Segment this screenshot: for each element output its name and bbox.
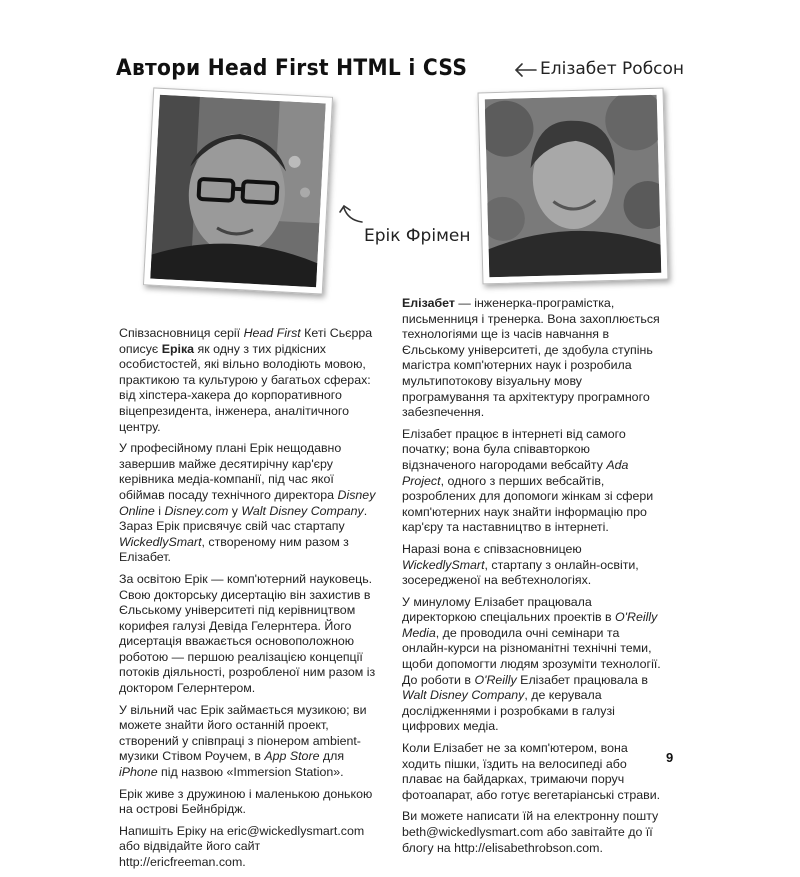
caption-elizabeth: Елізабет Робсон bbox=[540, 59, 685, 79]
right-paragraph-5: Коли Елізабет не за комп'ютером, вона ходить пішки, їздить на велосипеді або плаває на байдарках, тримаючи поруч фотоапарат, або готує вегетаріанські страви. bbox=[402, 741, 661, 802]
right-paragraph-1: Елізабет — інженерка-програмістка, письменниця і тренерка. Вона захоплюється технологіями ще із часів навчання в Єльському університеті, де здобула ступінь магістра комп'ютерних наук і розробила мультипотокову візуальну мову програмування та архітектуру програмного забезпечення. bbox=[402, 296, 660, 420]
left-paragraph-6: Напишіть Еріку на eric@wickedlysmart.com або відвідайте його сайт http://ericfreeman.com. bbox=[119, 823, 365, 869]
arrow-icon-elizabeth bbox=[512, 60, 538, 80]
left-paragraph-5: Ерік живе з дружиною і маленькою донькою на острові Бейнбрідж. bbox=[119, 786, 373, 817]
page-number: 9 bbox=[666, 750, 674, 765]
left-column bbox=[119, 326, 381, 877]
photo-elizabeth bbox=[478, 88, 669, 285]
left-paragraph-1: Співзасновниця серії Head First Кеті Сьєрра описує Еріка як одну з тих рідкісних особистостей, які вільно володіють мовою, практикою та культурою у багатьох сферах: від хіпстера-хакера до корпоративного віцепрезидента, інженера, аналітичного центру. bbox=[119, 326, 373, 434]
left-paragraph-2: У професійному плані Ерік нещодавно завершив майже десятирічну кар'єру керівника медіа-компанії, під час якої обіймав посаду технічного директора Disney Online і Disney.com у Walt Disney Company. Зараз Ерік присвячує свій час стартапу WickedlySmart, створеному ним разом з Елізабет. bbox=[119, 441, 376, 565]
left-paragraph-4: У вільний час Ерік займається музикою; ви можете знайти його останній проект, створений у співпраці з піонером ambient-музики Стівом Роучем, в App Store для iPhone під назвою «Immersion Station». bbox=[119, 702, 367, 780]
right-paragraph-4: У минулому Елізабет працювала директоркою спеціальних проектів в O'Reilly Media, де проводила очні семінари та онлайн-курси на різноманітні технічні теми, щоби допомогти людям зрозуміти технології. До роботи в O'Reilly Елізабет працювала в Walt Disney Company, де керувала дослідженнями і розробками в галузі цифрових медіа. bbox=[402, 594, 661, 734]
page-title: Автори Head First HTML і CSS bbox=[116, 56, 468, 81]
right-paragraph-6: Ви можете написати їй на електронну пошту beth@wickedlysmart.com або завітайте до її блогу на http://elisabethrobson.com. bbox=[402, 809, 659, 855]
right-paragraph-3: Наразі вона є співзасновницею WickedlySmart, стартапу з онлайн-освіти, зосередженої на вебтехнологіях. bbox=[402, 541, 639, 588]
caption-eric: Ерік Фрімен bbox=[364, 226, 471, 246]
portrait-eric-image bbox=[150, 95, 325, 287]
photo-eric bbox=[143, 87, 333, 294]
left-paragraph-3: За освітою Ерік — комп'ютерний науковець. Свою докторську дисертацію він захистив в Єльському університеті під керівництвом корифея галузі Девіда Гелернтера. Його дисертація вважається основоположною роботою — першою реалізацією концепції потоків діяльності, розробленої ним разом із доктором Гелернтером. bbox=[119, 571, 376, 696]
right-paragraph-2: Елізабет працює в інтернеті від самого початку; вона була співавторкою відзначеного нагородами вебсайту Ada Project, одного з перших вебсайтів, розроблених для допомоги жінкам зі сфери комп'ютерних наук знайти інформацію про кар'єру та наставництво в інтернеті. bbox=[402, 426, 654, 535]
portrait-elizabeth-image bbox=[485, 95, 662, 277]
arrow-icon-eric bbox=[338, 202, 364, 226]
right-column bbox=[402, 296, 664, 862]
